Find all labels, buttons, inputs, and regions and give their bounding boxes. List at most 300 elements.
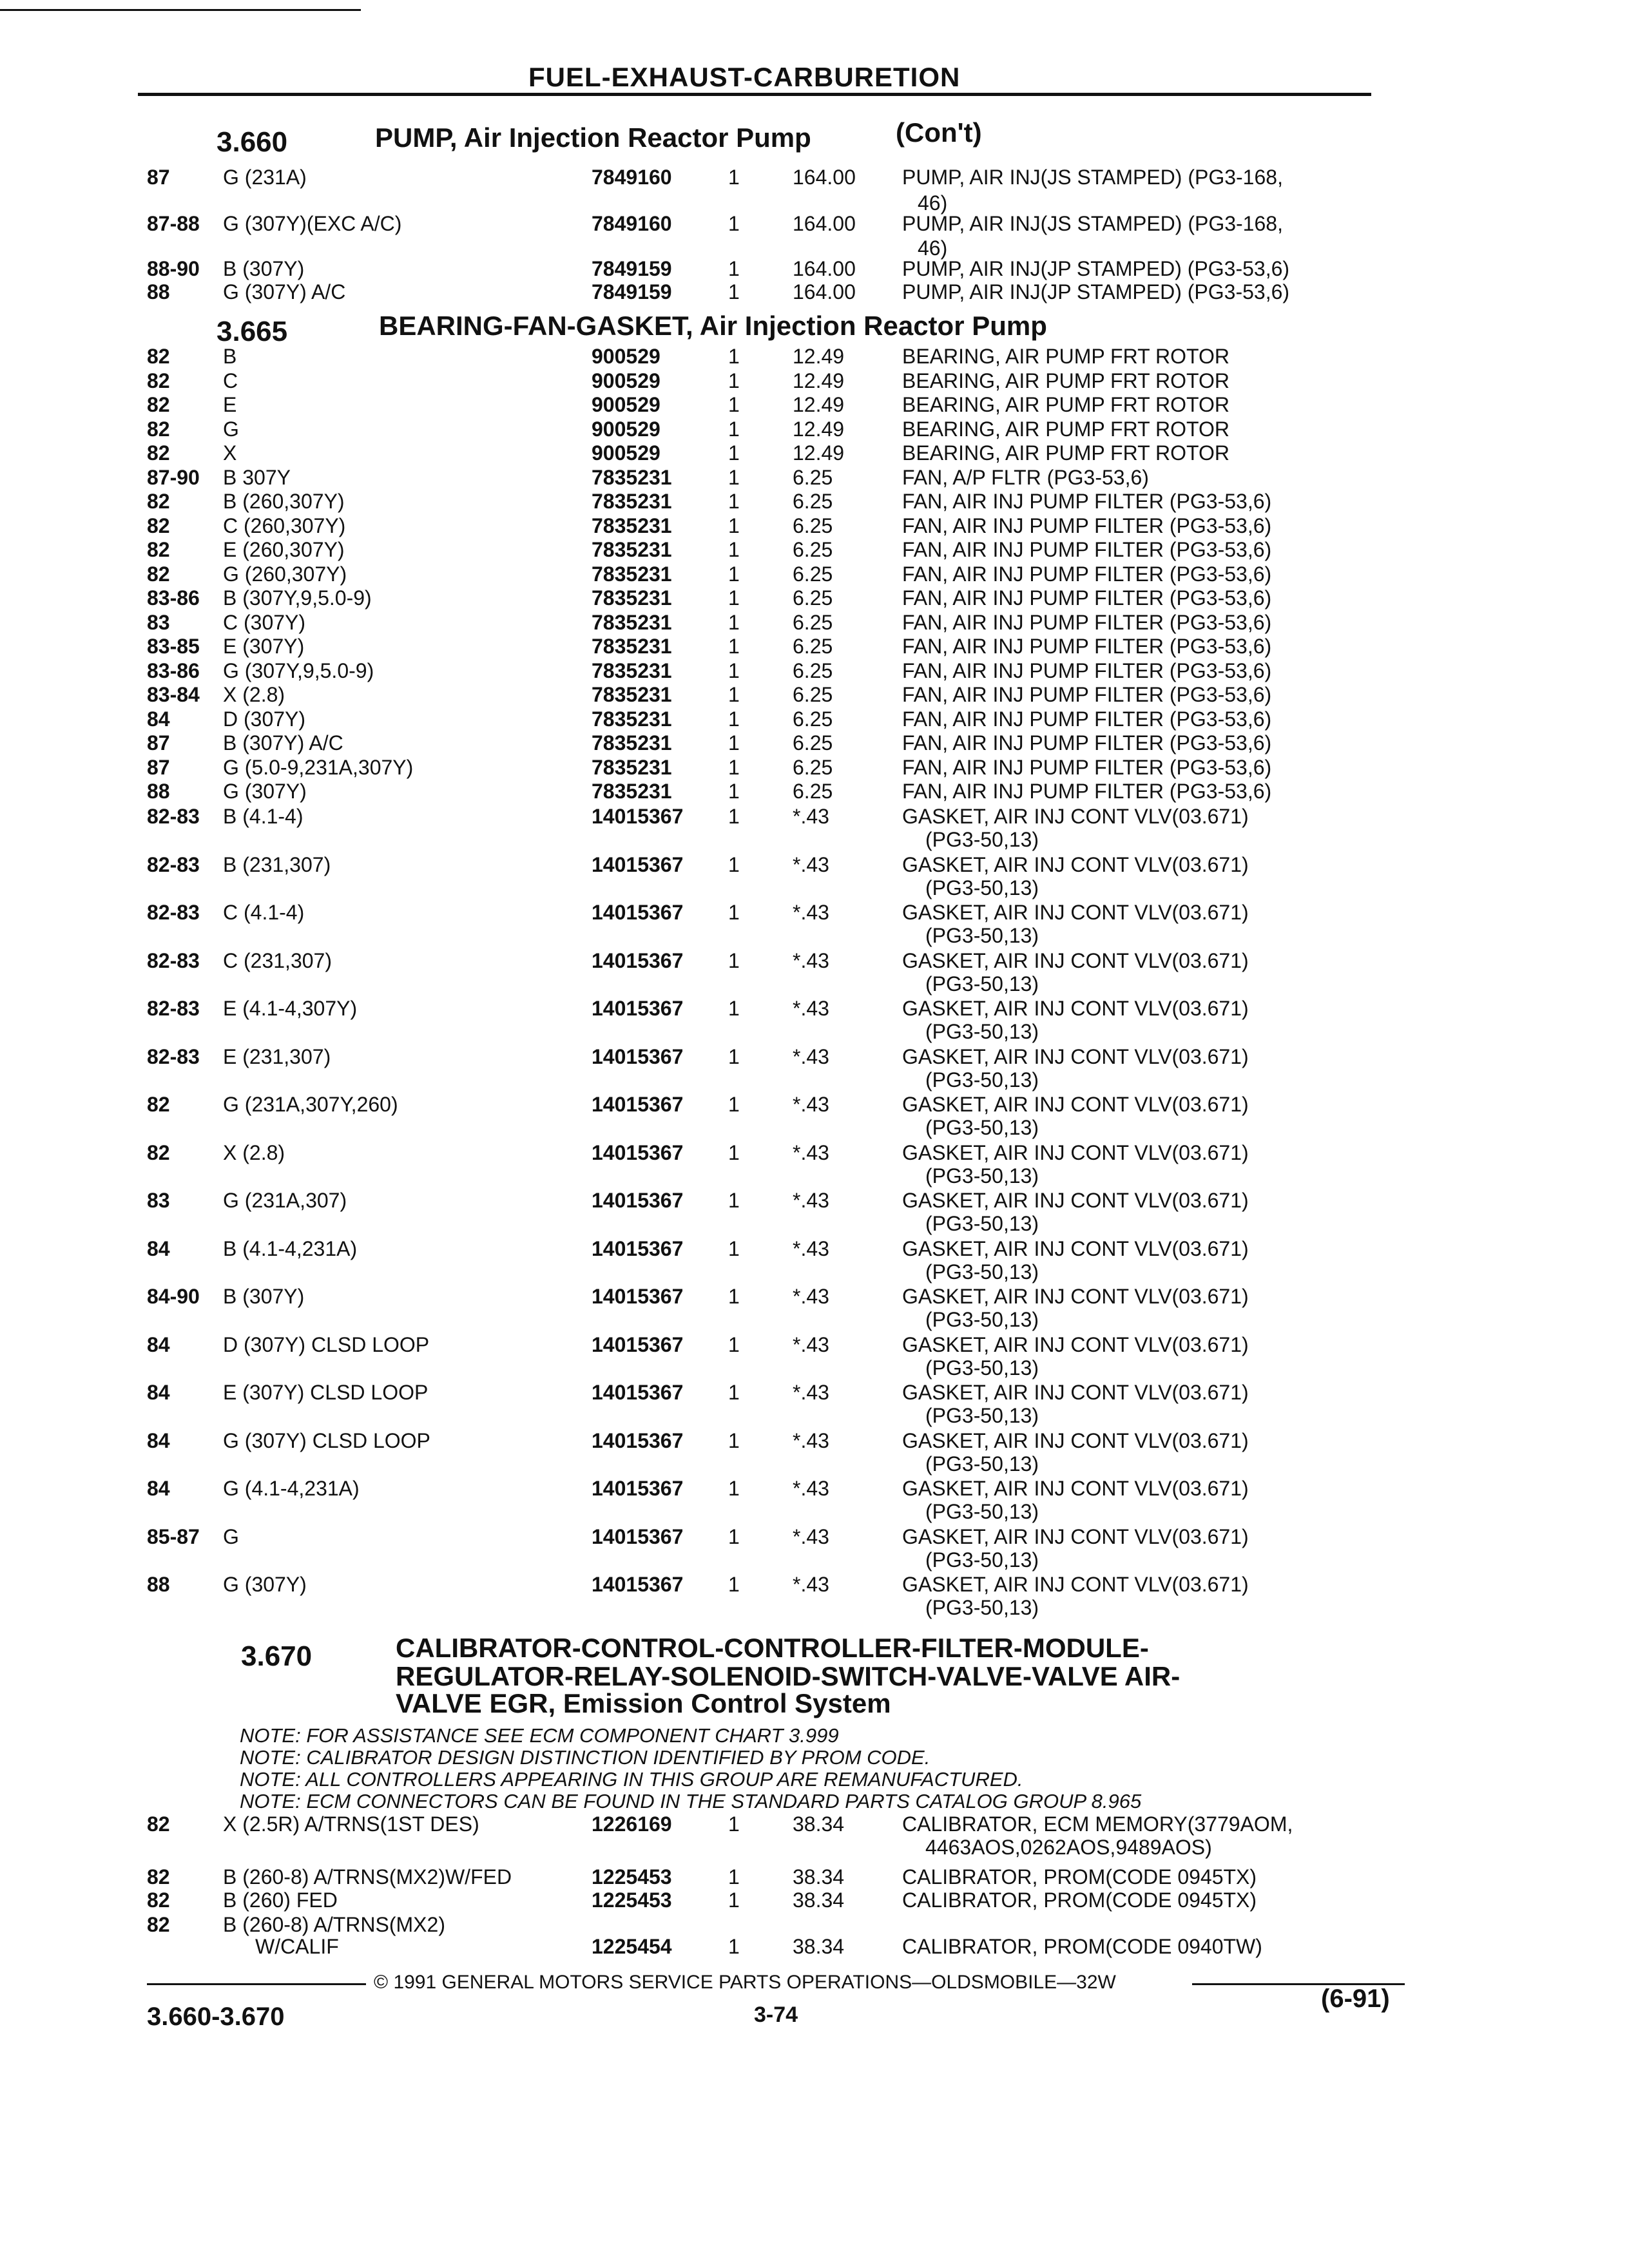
parts-row bbox=[0, 708, 1629, 730]
model-year: 83-84 bbox=[147, 683, 200, 706]
parts-row bbox=[0, 166, 1629, 188]
section-number: 3.660 bbox=[217, 126, 288, 158]
description-continuation: (PG3-50,13) bbox=[925, 1308, 1039, 1331]
description-continuation: (PG3-50,13) bbox=[925, 1404, 1039, 1427]
parts-row bbox=[0, 466, 1629, 488]
price: 6.25 bbox=[793, 538, 833, 561]
part-number: 14015367 bbox=[592, 853, 684, 876]
quantity: 1 bbox=[728, 490, 740, 513]
car-line: X (2.5R) A/TRNS(1ST DES) bbox=[223, 1812, 479, 1836]
car-line: B (307Y) bbox=[223, 257, 305, 280]
parts-row bbox=[0, 1238, 1629, 1260]
description: FAN, AIR INJ PUMP FILTER (PG3-53,6) bbox=[902, 490, 1272, 513]
parts-row bbox=[0, 442, 1629, 464]
price: 6.25 bbox=[793, 562, 833, 586]
parts-row bbox=[0, 1573, 1629, 1595]
quantity: 1 bbox=[728, 1525, 740, 1548]
section-title-line: REGULATOR-RELAY-SOLENOID-SWITCH-VALVE-VALVE AIR- bbox=[396, 1661, 1181, 1691]
price: 12.49 bbox=[793, 345, 845, 368]
part-number: 1225453 bbox=[592, 1865, 672, 1888]
model-year: 82 bbox=[147, 1865, 170, 1888]
parts-row bbox=[0, 997, 1629, 1019]
parts-row bbox=[0, 1381, 1629, 1403]
model-year: 82 bbox=[147, 369, 170, 392]
parts-row bbox=[0, 1430, 1629, 1452]
section-note: NOTE: ECM CONNECTORS CAN BE FOUND IN THE STANDARD PARTS CATALOG GROUP 8.965 bbox=[240, 1790, 1142, 1812]
car-line: E (307Y) CLSD LOOP bbox=[223, 1381, 429, 1404]
description: GASKET, AIR INJ CONT VLV(03.671) bbox=[902, 1333, 1249, 1356]
quantity: 1 bbox=[728, 1189, 740, 1212]
price: *.43 bbox=[793, 1093, 829, 1116]
part-number: 7835231 bbox=[592, 780, 672, 803]
description-continuation: 4463AOS,0262AOS,9489AOS) bbox=[925, 1836, 1212, 1859]
description-continuation: (PG3-50,13) bbox=[925, 972, 1039, 995]
quantity: 1 bbox=[728, 805, 740, 828]
car-line: G (4.1-4,231A) bbox=[223, 1477, 360, 1500]
car-line: G (307Y,9,5.0-9) bbox=[223, 659, 374, 682]
description: GASKET, AIR INJ CONT VLV(03.671) bbox=[902, 1381, 1249, 1404]
car-line: G bbox=[223, 418, 239, 441]
description: GASKET, AIR INJ CONT VLV(03.671) bbox=[902, 1573, 1249, 1596]
car-line: G (5.0-9,231A,307Y) bbox=[223, 756, 414, 779]
part-number: 7835231 bbox=[592, 466, 672, 489]
model-year: 82 bbox=[147, 490, 170, 513]
car-line: B (260,307Y) bbox=[223, 490, 345, 513]
price: 6.25 bbox=[793, 514, 833, 537]
car-line: B (307Y) bbox=[223, 1285, 305, 1308]
part-number: 14015367 bbox=[592, 1429, 684, 1452]
price: 12.49 bbox=[793, 369, 845, 392]
description-continuation: (PG3-50,13) bbox=[925, 1260, 1039, 1283]
quantity: 1 bbox=[728, 345, 740, 368]
quantity: 1 bbox=[728, 280, 740, 303]
description-continuation: (PG3-50,13) bbox=[925, 1452, 1039, 1475]
car-line: C (4.1-4) bbox=[223, 901, 305, 924]
quantity: 1 bbox=[728, 257, 740, 280]
description: FAN, AIR INJ PUMP FILTER (PG3-53,6) bbox=[902, 538, 1272, 561]
car-line: X (2.8) bbox=[223, 1141, 285, 1164]
car-line: B 307Y bbox=[223, 466, 291, 489]
parts-row bbox=[0, 901, 1629, 923]
quantity: 1 bbox=[728, 1429, 740, 1452]
part-number: 7835231 bbox=[592, 707, 672, 731]
price: 6.25 bbox=[793, 635, 833, 658]
parts-row bbox=[0, 281, 1629, 303]
description-continuation: (PG3-50,13) bbox=[925, 876, 1039, 899]
part-number: 14015367 bbox=[592, 949, 684, 972]
description: FAN, AIR INJ PUMP FILTER (PG3-53,6) bbox=[902, 731, 1272, 754]
model-year: 87 bbox=[147, 166, 170, 189]
part-number: 7835231 bbox=[592, 562, 672, 586]
section-title-line: CALIBRATOR-CONTROL-CONTROLLER-FILTER-MODULE- bbox=[396, 1633, 1149, 1663]
price: 38.34 bbox=[793, 1865, 845, 1888]
price: 6.25 bbox=[793, 586, 833, 610]
price: 38.34 bbox=[793, 1935, 845, 1958]
quantity: 1 bbox=[728, 562, 740, 586]
price: *.43 bbox=[793, 1189, 829, 1212]
quantity: 1 bbox=[728, 1093, 740, 1116]
parts-row bbox=[0, 515, 1629, 537]
part-number: 7835231 bbox=[592, 538, 672, 561]
model-year: 84 bbox=[147, 1381, 170, 1404]
model-year: 82-83 bbox=[147, 1045, 200, 1068]
description: GASKET, AIR INJ CONT VLV(03.671) bbox=[902, 1141, 1249, 1164]
quantity: 1 bbox=[728, 659, 740, 682]
model-year: 84 bbox=[147, 1429, 170, 1452]
price: *.43 bbox=[793, 1045, 829, 1068]
car-line: G (307Y) bbox=[223, 1573, 307, 1596]
quantity: 1 bbox=[728, 780, 740, 803]
parts-row bbox=[0, 539, 1629, 561]
car-line-continuation: W/CALIF bbox=[255, 1935, 339, 1958]
car-line: G (307Y) CLSD LOOP bbox=[223, 1429, 430, 1452]
quantity: 1 bbox=[728, 1333, 740, 1356]
description: GASKET, AIR INJ CONT VLV(03.671) bbox=[902, 1189, 1249, 1212]
parts-row bbox=[0, 1046, 1629, 1068]
model-year: 83 bbox=[147, 611, 170, 634]
model-year: 82-83 bbox=[147, 949, 200, 972]
car-line: B (4.1-4) bbox=[223, 805, 304, 828]
quantity: 1 bbox=[728, 369, 740, 392]
car-line: B (231,307) bbox=[223, 853, 331, 876]
part-number: 1226169 bbox=[592, 1812, 672, 1836]
part-number: 1225454 bbox=[592, 1935, 672, 1958]
section-note: NOTE: FOR ASSISTANCE SEE ECM COMPONENT CHART 3.999 bbox=[240, 1724, 839, 1747]
header-rule bbox=[138, 93, 1371, 96]
model-year: 82 bbox=[147, 1888, 170, 1912]
parts-row bbox=[0, 1093, 1629, 1115]
part-number: 7835231 bbox=[592, 514, 672, 537]
quantity: 1 bbox=[728, 707, 740, 731]
model-year: 87-88 bbox=[147, 212, 200, 235]
part-number: 7835231 bbox=[592, 659, 672, 682]
parts-row bbox=[0, 950, 1629, 972]
quantity: 1 bbox=[728, 1381, 740, 1404]
description: BEARING, AIR PUMP FRT ROTOR bbox=[902, 369, 1229, 392]
part-number: 7835231 bbox=[592, 731, 672, 754]
quantity: 1 bbox=[728, 538, 740, 561]
price: 164.00 bbox=[793, 212, 856, 235]
parts-row bbox=[0, 1889, 1629, 1911]
car-line: B (4.1-4,231A) bbox=[223, 1237, 358, 1260]
model-year: 84 bbox=[147, 707, 170, 731]
car-line: B (307Y,9,5.0-9) bbox=[223, 586, 372, 610]
part-number: 14015367 bbox=[592, 1237, 684, 1260]
description-continuation: (PG3-50,13) bbox=[925, 1212, 1039, 1235]
car-line: E (307Y) bbox=[223, 635, 305, 658]
section-title-line: VALVE EGR, Emission Control System bbox=[396, 1688, 891, 1718]
price: 164.00 bbox=[793, 257, 856, 280]
car-line: C (307Y) bbox=[223, 611, 306, 634]
parts-row bbox=[0, 1526, 1629, 1548]
model-year: 82 bbox=[147, 393, 170, 416]
quantity: 1 bbox=[728, 1935, 740, 1958]
part-number: 14015367 bbox=[592, 1381, 684, 1404]
section-number: 3.670 bbox=[241, 1640, 313, 1672]
part-number: 14015367 bbox=[592, 1141, 684, 1164]
description: PUMP, AIR INJ(JP STAMPED) (PG3-53,6) bbox=[902, 280, 1290, 303]
parts-row bbox=[0, 490, 1629, 512]
footer-page-number: 3-74 bbox=[754, 2003, 798, 2027]
car-line: B (260-8) A/TRNS(MX2) bbox=[223, 1913, 445, 1936]
part-number: 1225453 bbox=[592, 1888, 672, 1912]
model-year: 88 bbox=[147, 1573, 170, 1596]
parts-row bbox=[0, 1813, 1629, 1835]
part-number: 900529 bbox=[592, 345, 660, 368]
model-year: 88 bbox=[147, 280, 170, 303]
description-continuation: (PG3-50,13) bbox=[925, 1596, 1039, 1619]
model-year: 87 bbox=[147, 731, 170, 754]
parts-row bbox=[0, 370, 1629, 392]
description: FAN, AIR INJ PUMP FILTER (PG3-53,6) bbox=[902, 756, 1272, 779]
description-continuation: (PG3-50,13) bbox=[925, 1500, 1039, 1523]
quantity: 1 bbox=[728, 611, 740, 634]
quantity: 1 bbox=[728, 418, 740, 441]
description-continuation: (PG3-50,13) bbox=[925, 1356, 1039, 1379]
description: GASKET, AIR INJ CONT VLV(03.671) bbox=[902, 1237, 1249, 1260]
description-continuation: (PG3-50,13) bbox=[925, 1548, 1039, 1571]
description: FAN, AIR INJ PUMP FILTER (PG3-53,6) bbox=[902, 635, 1272, 658]
model-year: 84 bbox=[147, 1333, 170, 1356]
price: 6.25 bbox=[793, 466, 833, 489]
parts-row bbox=[0, 805, 1629, 827]
description: GASKET, AIR INJ CONT VLV(03.671) bbox=[902, 1525, 1249, 1548]
part-number: 14015367 bbox=[592, 997, 684, 1020]
description: BEARING, AIR PUMP FRT ROTOR bbox=[902, 418, 1229, 441]
car-line: B (260-8) A/TRNS(MX2)W/FED bbox=[223, 1865, 512, 1888]
model-year: 82 bbox=[147, 345, 170, 368]
section-title: PUMP, Air Injection Reactor Pump bbox=[375, 122, 811, 153]
description: GASKET, AIR INJ CONT VLV(03.671) bbox=[902, 805, 1249, 828]
car-line: G (231A,307Y,260) bbox=[223, 1093, 398, 1116]
page-header-title: FUEL-EXHAUST-CARBURETION bbox=[528, 62, 961, 92]
description: CALIBRATOR, PROM(CODE 0940TW) bbox=[902, 1935, 1262, 1958]
quantity: 1 bbox=[728, 997, 740, 1020]
price: *.43 bbox=[793, 901, 829, 924]
price: 12.49 bbox=[793, 441, 845, 465]
part-number: 900529 bbox=[592, 393, 660, 416]
quantity: 1 bbox=[728, 1285, 740, 1308]
car-line: G (307Y)(EXC A/C) bbox=[223, 212, 402, 235]
part-number: 14015367 bbox=[592, 1333, 684, 1356]
part-number: 14015367 bbox=[592, 1525, 684, 1548]
quantity: 1 bbox=[728, 853, 740, 876]
description: GASKET, AIR INJ CONT VLV(03.671) bbox=[902, 1429, 1249, 1452]
car-line: D (307Y) bbox=[223, 707, 306, 731]
price: *.43 bbox=[793, 1477, 829, 1500]
description: PUMP, AIR INJ(JS STAMPED) (PG3-168, bbox=[902, 166, 1283, 189]
quantity: 1 bbox=[728, 756, 740, 779]
model-year: 82-83 bbox=[147, 997, 200, 1020]
quantity: 1 bbox=[728, 212, 740, 235]
quantity: 1 bbox=[728, 1141, 740, 1164]
price: *.43 bbox=[793, 1381, 829, 1404]
quantity: 1 bbox=[728, 166, 740, 189]
quantity: 1 bbox=[728, 393, 740, 416]
model-year: 82 bbox=[147, 1812, 170, 1836]
car-line: D (307Y) CLSD LOOP bbox=[223, 1333, 430, 1356]
car-line: G (307Y) A/C bbox=[223, 280, 346, 303]
quantity: 1 bbox=[728, 901, 740, 924]
part-number: 7849160 bbox=[592, 212, 672, 235]
part-number: 900529 bbox=[592, 418, 660, 441]
parts-row bbox=[0, 780, 1629, 802]
price: 12.49 bbox=[793, 418, 845, 441]
description-continuation: (PG3-50,13) bbox=[925, 1164, 1039, 1187]
top-corner-rule bbox=[0, 9, 361, 11]
price: *.43 bbox=[793, 1573, 829, 1596]
part-number: 14015367 bbox=[592, 1573, 684, 1596]
description: FAN, AIR INJ PUMP FILTER (PG3-53,6) bbox=[902, 659, 1272, 682]
car-line: G (260,307Y) bbox=[223, 562, 347, 586]
part-number: 14015367 bbox=[592, 1093, 684, 1116]
part-number: 7835231 bbox=[592, 611, 672, 634]
model-year: 83-85 bbox=[147, 635, 200, 658]
price: 6.25 bbox=[793, 490, 833, 513]
part-number: 14015367 bbox=[592, 1285, 684, 1308]
model-year: 87-90 bbox=[147, 466, 200, 489]
quantity: 1 bbox=[728, 1045, 740, 1068]
car-line: X (2.8) bbox=[223, 683, 285, 706]
price: *.43 bbox=[793, 1333, 829, 1356]
car-line: C (231,307) bbox=[223, 949, 332, 972]
description: GASKET, AIR INJ CONT VLV(03.671) bbox=[902, 997, 1249, 1020]
quantity: 1 bbox=[728, 466, 740, 489]
description: CALIBRATOR, PROM(CODE 0945TX) bbox=[902, 1865, 1257, 1888]
car-line: C bbox=[223, 369, 238, 392]
parts-row bbox=[0, 1866, 1629, 1888]
parts-row bbox=[0, 635, 1629, 657]
footer-revision-date: (6-91) bbox=[1321, 1984, 1390, 2013]
description: GASKET, AIR INJ CONT VLV(03.671) bbox=[902, 949, 1249, 972]
parts-row bbox=[0, 563, 1629, 585]
part-number: 7835231 bbox=[592, 756, 672, 779]
model-year: 84-90 bbox=[147, 1285, 200, 1308]
part-number: 14015367 bbox=[592, 901, 684, 924]
footer-copyright: © 1991 GENERAL MOTORS SERVICE PARTS OPERATIONS—OLDSMOBILE—32W bbox=[374, 1972, 1116, 1993]
parts-row bbox=[0, 394, 1629, 416]
parts-row bbox=[0, 611, 1629, 633]
description-continuation: 46) bbox=[918, 236, 948, 260]
price: 6.25 bbox=[793, 707, 833, 731]
description: GASKET, AIR INJ CONT VLV(03.671) bbox=[902, 1285, 1249, 1308]
part-number: 14015367 bbox=[592, 1045, 684, 1068]
car-line: G (231A) bbox=[223, 166, 307, 189]
quantity: 1 bbox=[728, 586, 740, 610]
description: BEARING, AIR PUMP FRT ROTOR bbox=[902, 441, 1229, 465]
model-year: 82-83 bbox=[147, 853, 200, 876]
model-year: 82 bbox=[147, 441, 170, 465]
price: *.43 bbox=[793, 853, 829, 876]
section-title: BEARING-FAN-GASKET, Air Injection Reactor Pump bbox=[379, 311, 1047, 341]
parts-row bbox=[0, 684, 1629, 706]
quantity: 1 bbox=[728, 514, 740, 537]
description: CALIBRATOR, PROM(CODE 0945TX) bbox=[902, 1888, 1257, 1912]
model-year: 87 bbox=[147, 756, 170, 779]
price: 6.25 bbox=[793, 780, 833, 803]
description: PUMP, AIR INJ(JS STAMPED) (PG3-168, bbox=[902, 212, 1283, 235]
quantity: 1 bbox=[728, 731, 740, 754]
model-year: 82 bbox=[147, 1141, 170, 1164]
quantity: 1 bbox=[728, 683, 740, 706]
model-year: 82-83 bbox=[147, 901, 200, 924]
description: GASKET, AIR INJ CONT VLV(03.671) bbox=[902, 853, 1249, 876]
part-number: 7835231 bbox=[592, 635, 672, 658]
car-line: C (260,307Y) bbox=[223, 514, 346, 537]
quantity: 1 bbox=[728, 1865, 740, 1888]
description: FAN, A/P FLTR (PG3-53,6) bbox=[902, 466, 1149, 489]
part-number: 14015367 bbox=[592, 1189, 684, 1212]
description: GASKET, AIR INJ CONT VLV(03.671) bbox=[902, 901, 1249, 924]
description-continuation: (PG3-50,13) bbox=[925, 1068, 1039, 1091]
description-continuation: (PG3-50,13) bbox=[925, 1020, 1039, 1043]
price: 12.49 bbox=[793, 393, 845, 416]
footer-group-range: 3.660-3.670 bbox=[147, 2003, 285, 2031]
description: FAN, AIR INJ PUMP FILTER (PG3-53,6) bbox=[902, 514, 1272, 537]
parts-row bbox=[0, 756, 1629, 778]
parts-row bbox=[0, 1477, 1629, 1499]
price: *.43 bbox=[793, 1429, 829, 1452]
car-line: E bbox=[223, 393, 237, 416]
price: *.43 bbox=[793, 1525, 829, 1548]
quantity: 1 bbox=[728, 441, 740, 465]
part-number: 7835231 bbox=[592, 683, 672, 706]
price: 6.25 bbox=[793, 683, 833, 706]
model-year: 84 bbox=[147, 1477, 170, 1500]
model-year: 82 bbox=[147, 538, 170, 561]
section-continued-label: (Con't) bbox=[896, 117, 982, 148]
car-line: B bbox=[223, 345, 237, 368]
part-number: 7849160 bbox=[592, 166, 672, 189]
description: FAN, AIR INJ PUMP FILTER (PG3-53,6) bbox=[902, 707, 1272, 731]
quantity: 1 bbox=[728, 1573, 740, 1596]
description-continuation: (PG3-50,13) bbox=[925, 828, 1039, 851]
parts-row bbox=[0, 660, 1629, 682]
description: GASKET, AIR INJ CONT VLV(03.671) bbox=[902, 1477, 1249, 1500]
price: *.43 bbox=[793, 949, 829, 972]
price: 38.34 bbox=[793, 1812, 845, 1836]
section-note: NOTE: CALIBRATOR DESIGN DISTINCTION IDENTIFIED BY PROM CODE. bbox=[240, 1746, 930, 1769]
car-line: G (231A,307) bbox=[223, 1189, 347, 1212]
description-continuation: 46) bbox=[918, 191, 948, 215]
parts-row bbox=[0, 1189, 1629, 1211]
price: *.43 bbox=[793, 805, 829, 828]
car-line: E (4.1-4,307Y) bbox=[223, 997, 358, 1020]
description-continuation: (PG3-50,13) bbox=[925, 924, 1039, 947]
part-number: 7849159 bbox=[592, 257, 672, 280]
price: 164.00 bbox=[793, 280, 856, 303]
part-number: 7835231 bbox=[592, 586, 672, 610]
quantity: 1 bbox=[728, 1237, 740, 1260]
parts-row bbox=[0, 1285, 1629, 1307]
quantity: 1 bbox=[728, 949, 740, 972]
parts-row bbox=[0, 345, 1629, 367]
price: *.43 bbox=[793, 1141, 829, 1164]
model-year: 82-83 bbox=[147, 805, 200, 828]
description: FAN, AIR INJ PUMP FILTER (PG3-53,6) bbox=[902, 611, 1272, 634]
parts-row bbox=[0, 1142, 1629, 1164]
section-number: 3.665 bbox=[217, 316, 288, 347]
description: FAN, AIR INJ PUMP FILTER (PG3-53,6) bbox=[902, 683, 1272, 706]
parts-row bbox=[0, 854, 1629, 876]
part-number: 14015367 bbox=[592, 1477, 684, 1500]
description: BEARING, AIR PUMP FRT ROTOR bbox=[902, 345, 1229, 368]
price: *.43 bbox=[793, 1285, 829, 1308]
part-number: 900529 bbox=[592, 441, 660, 465]
description-continuation: (PG3-50,13) bbox=[925, 1116, 1039, 1139]
car-line: G bbox=[223, 1525, 239, 1548]
price: 6.25 bbox=[793, 756, 833, 779]
